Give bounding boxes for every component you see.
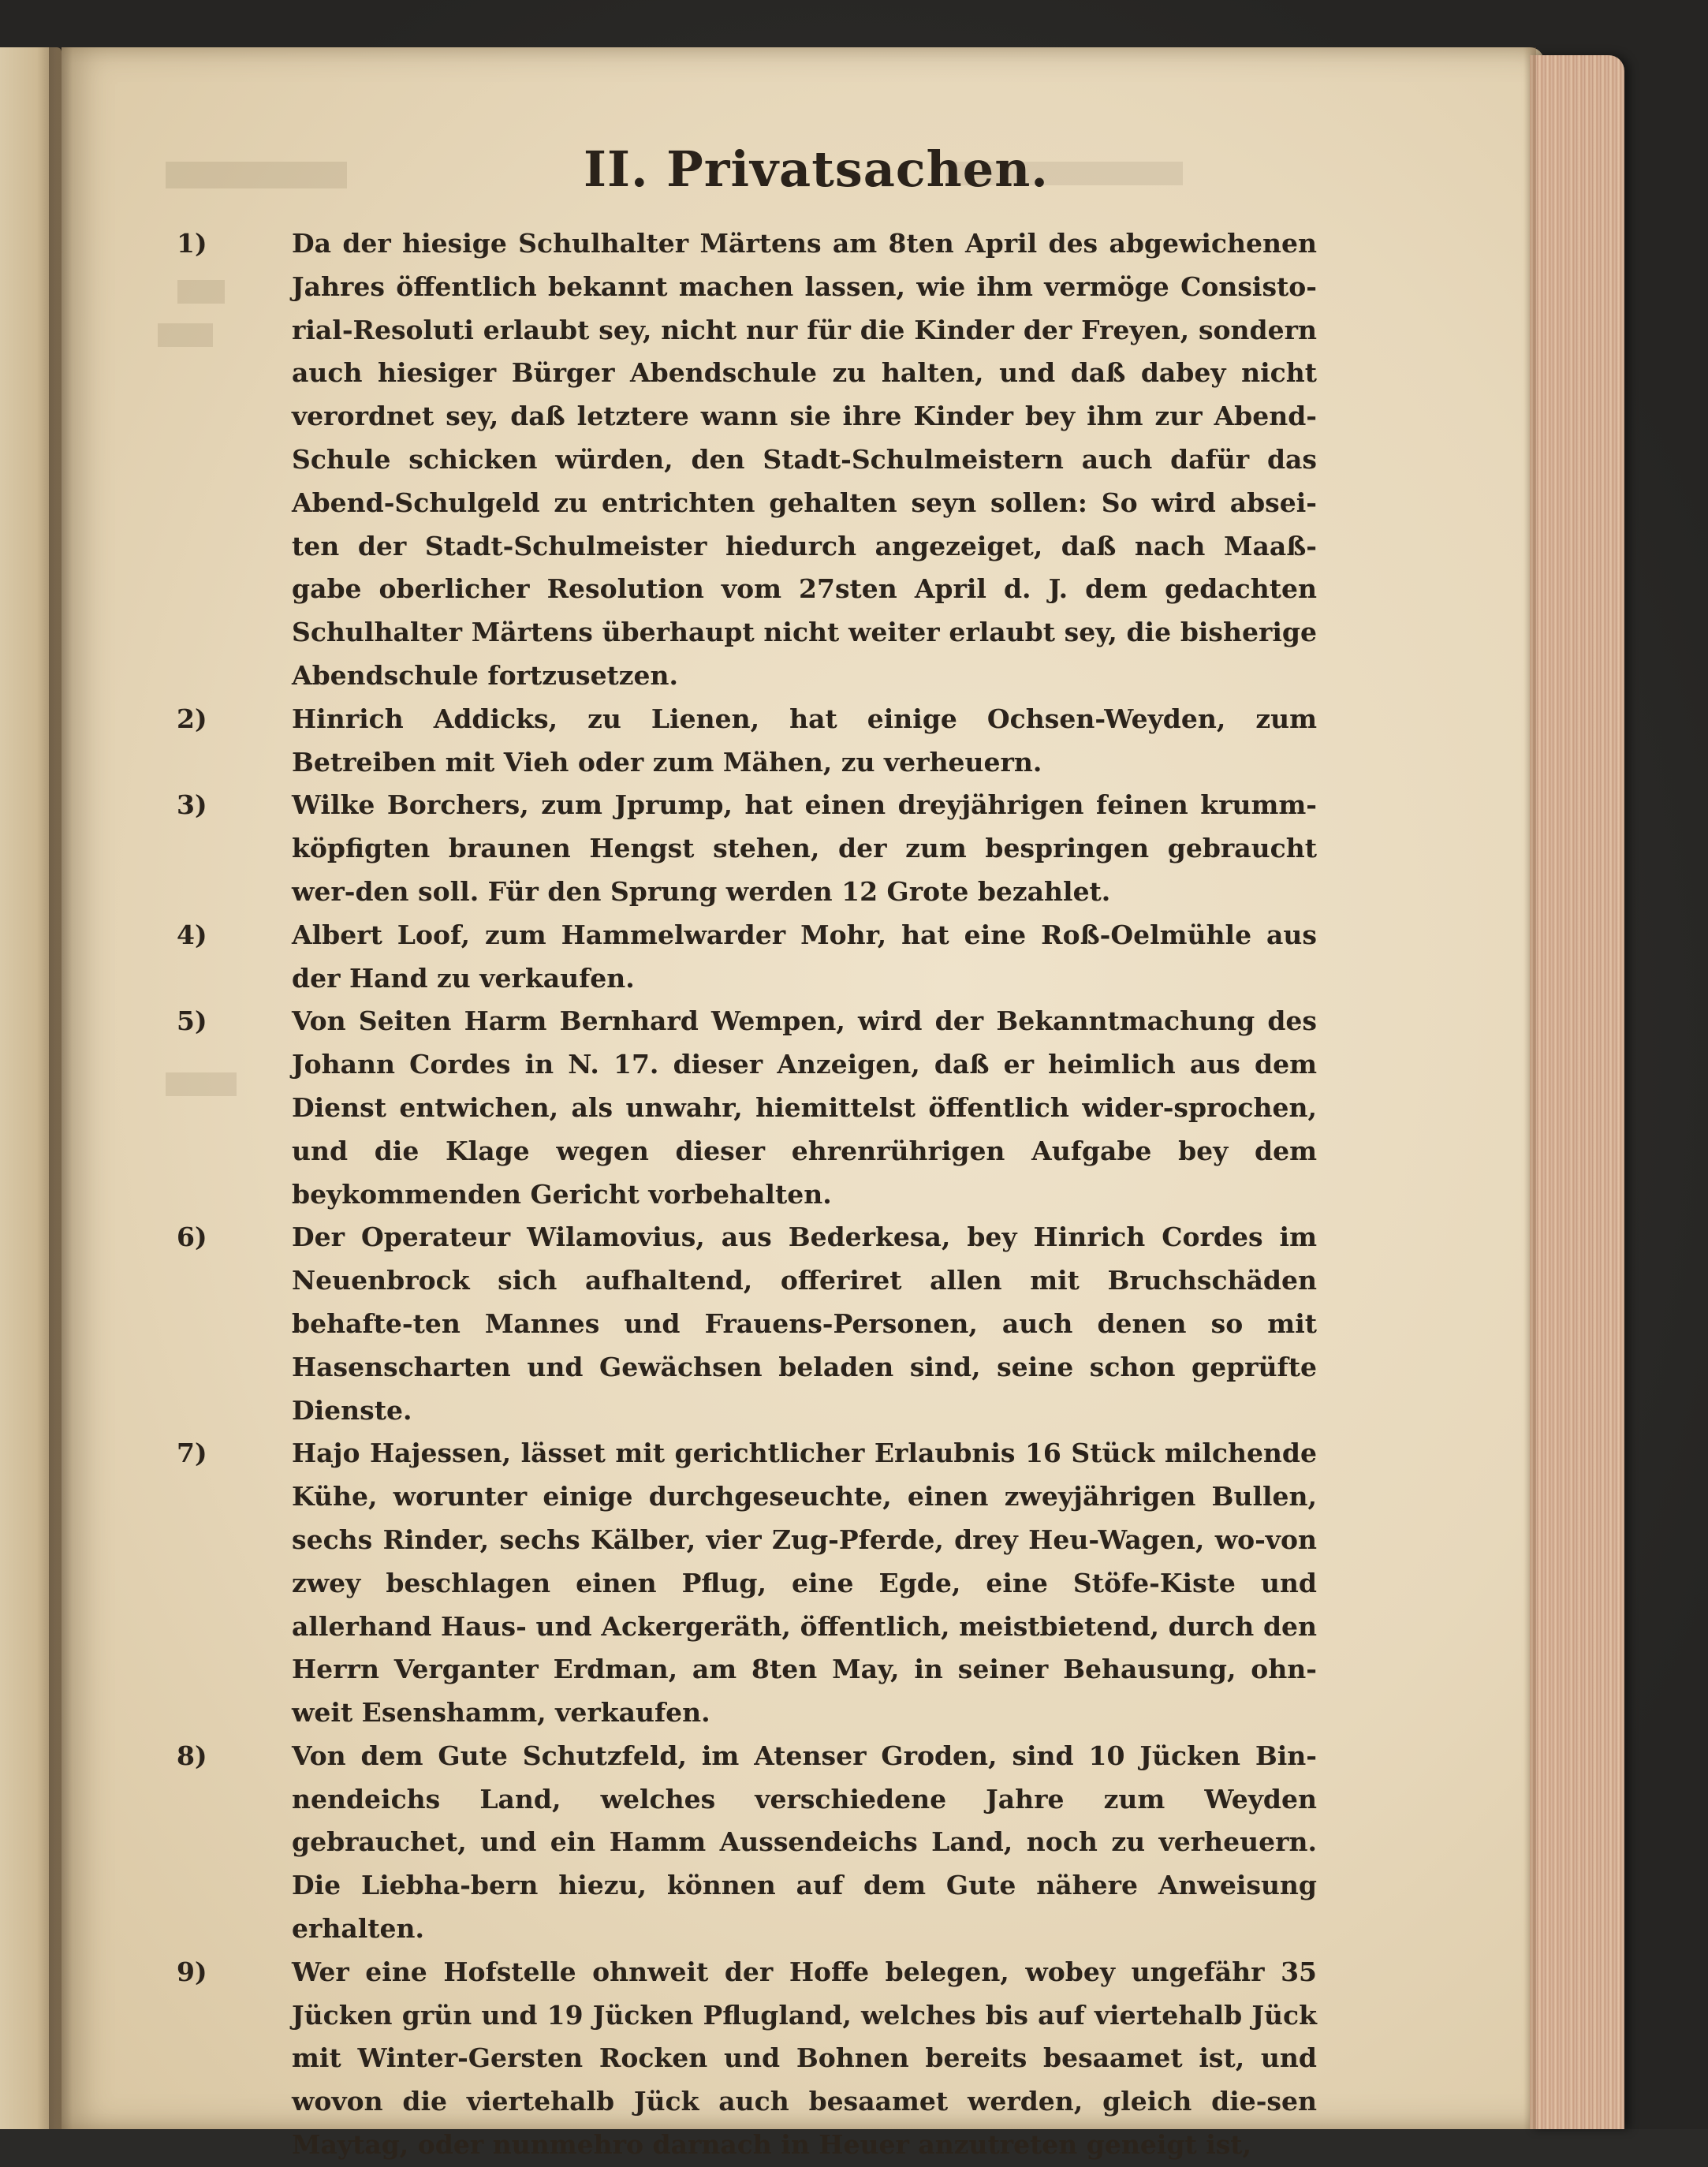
- entry-text: Der Operateur Wilamovius, aus Bederkesa, bey Hinrich Cordes im Neuenbrock sich aufhaltend, offeriret allen mit Bruchschäden behafte-ten Mannes und Frauens-Personen, auch denen so mit Hasenscharten und Gewächsen beladen sind, seine schon geprüfte Dienste.: [292, 1222, 1317, 1426]
- page-gutter-shadow: [49, 47, 73, 2129]
- entry-text: Albert Loof, zum Hammelwarder Mohr, hat eine Roß-Oelmühle aus der Hand zu verkaufen.: [292, 919, 1317, 994]
- entry-text: Hinrich Addicks, zu Lienen, hat einige Ochsen-Weyden, zum Betreiben mit Vieh oder zum Mähen, zu verheuern.: [292, 703, 1317, 778]
- entry-number: 9): [177, 1956, 207, 1987]
- section-heading: II. Privatsachen.: [584, 140, 1049, 198]
- entry-number: 1): [177, 228, 207, 259]
- notice-entry: [166, 914, 1317, 1001]
- page-edge-shadow: [1523, 47, 1536, 2129]
- notice-entry: [166, 1000, 1317, 1216]
- entry-text: Wilke Borchers, zum Jprump, hat einen dreyjährigen feinen krumm-köpfigten braunen Hengst stehen, der zum bespringen gebraucht wer-den soll. Für den Sprung werden 12 Grote bezahlet.: [292, 789, 1317, 907]
- entry-number: 5): [177, 1005, 207, 1037]
- notice-list: [166, 222, 1317, 2167]
- entry-number: 8): [177, 1740, 207, 1771]
- notice-entry: [166, 1216, 1317, 1432]
- notice-entry: [166, 1432, 1317, 1735]
- entry-text: Hajo Hajessen, lässet mit gerichtlicher Erlaubnis 16 Stück milchende Kühe, worunter einige durchgeseuchte, einen zweyjährigen Bullen, sechs Rinder, sechs Kälber, vier Zug-Pferde, drey Heu-Wagen, wo-von zwey beschlagen einen Pflug, eine Egde, eine Stöfe-Kiste und allerhand Haus- und Ackergeräth, öffentlich, meistbietend, durch den Herrn Verganter Erdman, am 8ten May, in seiner Behausung, ohn-weit Esenshamm, verkaufen.: [292, 1438, 1317, 1729]
- entry-number: 6): [177, 1222, 207, 1253]
- page-stack-edges: [1530, 55, 1624, 2129]
- entry-text: Von dem Gute Schutzfeld, im Atenser Groden, sind 10 Jücken Bin-nendeichs Land, welches verschiedene Jahre zum Weyden gebrauchet, und ein Hamm Aussendeichs Land, noch zu verheuern. Die Liebha-bern hiezu, können auf dem Gute nähere Anweisung erhalten.: [292, 1740, 1317, 1945]
- entry-text: Wer eine Hofstelle ohnweit der Hoffe belegen, wobey ungefähr 35 Jücken grün und 19 Jücken Pflugland, welches bis auf viertehalb Jück mit Winter-Gersten Rocken und Bohnen bereits besaamet ist, und wovon die viertehalb Jück auch besaamet werden, gleich die-sen Maytag, oder nunmehro darnach in Heuer anzutreten geneigt ist,: [292, 1956, 1317, 2161]
- notice-entry: [166, 1735, 1317, 1951]
- notice-entry: [166, 222, 1317, 698]
- notice-entry: [166, 698, 1317, 785]
- entry-text: Von Seiten Harm Bernhard Wempen, wird der Bekanntmachung des Johann Cordes in N. 17. dieser Anzeigen, daß er heimlich aus dem Dienst entwichen, als unwahr, hiemittelst öffentlich wider-sprochen, und die Klage wegen dieser ehrenrührigen Aufgabe bey dem beykommenden Gericht vorbehalten.: [292, 1005, 1317, 1210]
- entry-text: Da der hiesige Schulhalter Märtens am 8ten April des abgewichenen Jahres öffentlich bekannt machen lassen, wie ihm vermöge Consisto-rial-Resoluti erlaubt sey, nicht nur für die Kinder der Freyen, sondern auch hiesiger Bürger Abendschule zu halten, und daß dabey nicht verordnet sey, daß letztere wann sie ihre Kinder bey ihm zur Abend-Schule schicken würden, den Stadt-Schulmeistern auch dafür das Abend-Schulgeld zu entrichten gehalten seyn sollen: So wird absei-ten der Stadt-Schulmeister hiedurch angezeiget, daß nach Maaß-gabe oberlicher Resolution vom 27sten April d. J. dem gedachten Schulhalter Märtens überhaupt nicht weiter erlaubt sey, die bisherige Abendschule fortzusetzen.: [292, 228, 1317, 691]
- entry-number: 7): [177, 1438, 207, 1469]
- bleed-through-mark: [166, 162, 347, 188]
- entry-number: 3): [177, 789, 207, 821]
- notice-entry: [166, 784, 1317, 913]
- entry-number: 4): [177, 919, 207, 950]
- entry-number: 2): [177, 703, 207, 734]
- notice-entry: [166, 1951, 1317, 2167]
